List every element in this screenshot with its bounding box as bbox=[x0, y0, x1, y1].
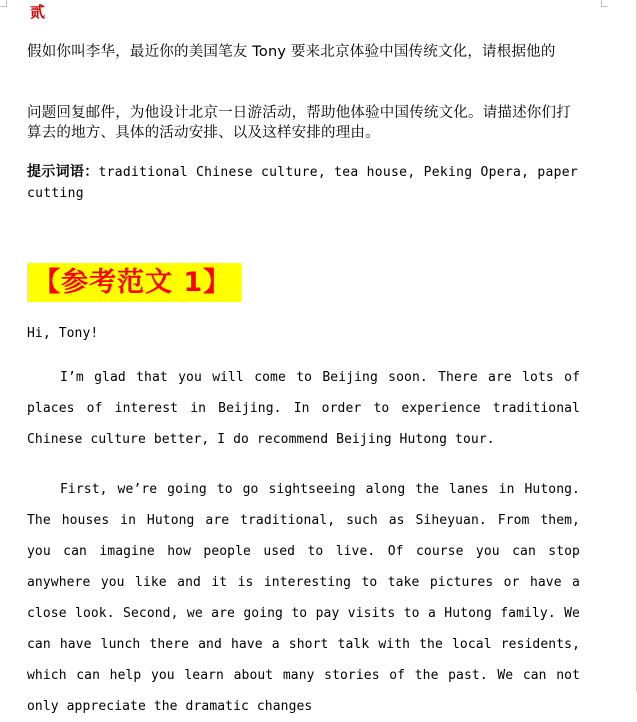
crop-mark-top-left bbox=[0, 0, 7, 7]
essay-paragraph-1: I’m glad that you will come to Beijing soon. There are lots of places of interest in Beijing. In order to experience traditional Chinese culture better, I do recommend Beijing Hutong tour. bbox=[27, 370, 580, 447]
essay-greeting: Hi, Tony! bbox=[27, 326, 99, 341]
sample-essay-heading: 【参考范文 1】 bbox=[27, 263, 241, 302]
section-number: 贰 bbox=[30, 3, 46, 21]
hint-words-text: traditional Chinese culture, tea house, Peking Opera, paper cutting bbox=[27, 165, 578, 201]
hint-label: 提示词语： bbox=[27, 164, 99, 180]
task-instruction-line-2: 问题回复邮件，为他设计北京一日游活动，帮助他体验中国传统文化。请描述你们打算去的地方、具体的活动安排、以及这样安排的理由。 bbox=[27, 105, 571, 141]
hint-words bbox=[27, 162, 583, 204]
task-instruction-line-1: 假如你叫李华，最近你的美国笔友 Tony 要来北京体验中国传统文化，请根据他的 bbox=[27, 44, 556, 60]
essay-paragraph-2: First, we’re going to go sightseeing along the lanes in Hutong. The houses in Hutong are traditional, such as Siheyuan. From them, you can imagine how people used to live. Of course you can stop anywhere you like and it is interesting to take pictures or have a close look. Second, we are going to pay visits to a Hutong family. We can have lunch there and have a short talk with the local residents, which can help you learn about many stories of the past. We can not only appreciate the dramatic changes bbox=[27, 482, 580, 714]
crop-mark-top-right bbox=[601, 0, 608, 7]
